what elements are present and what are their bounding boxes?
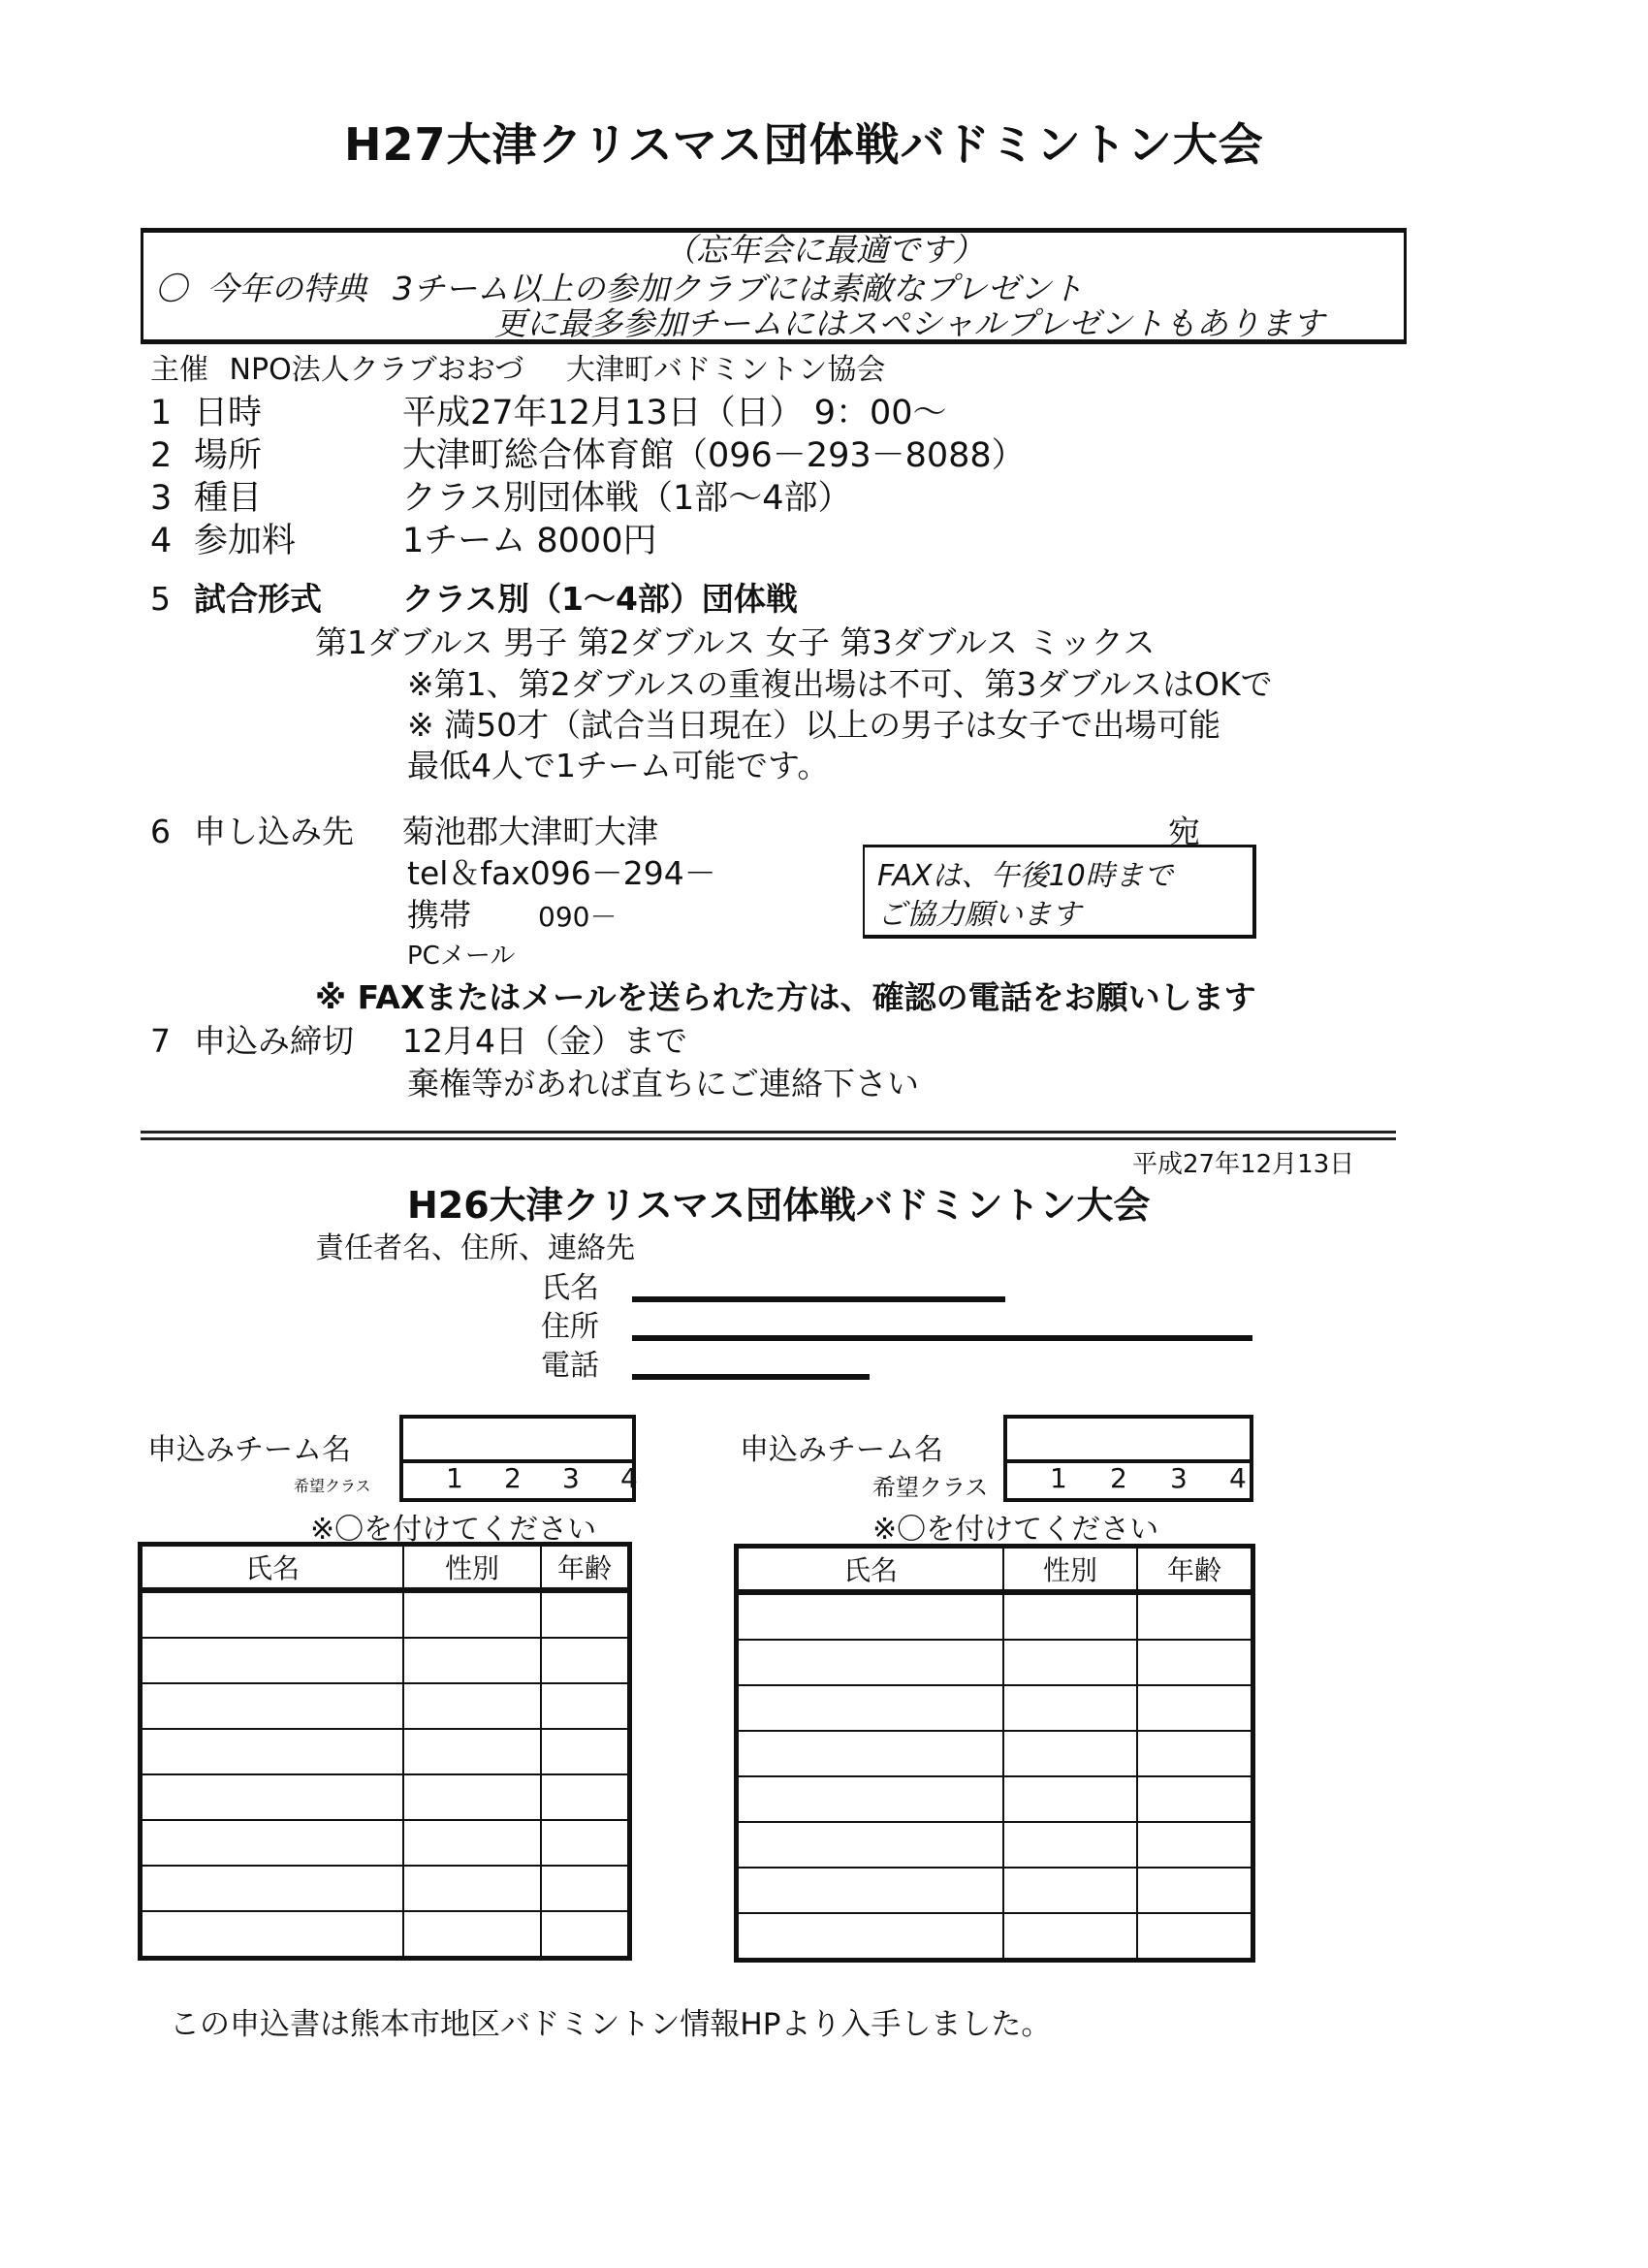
doubles-format: 第1ダブルス 男子 第2ダブルス 女子 第3ダブルス ミックス xyxy=(315,623,1156,661)
age-cell[interactable] xyxy=(1137,1822,1253,1868)
table-row xyxy=(141,1820,630,1866)
address-label: 住所 xyxy=(541,1310,599,1344)
member-table xyxy=(138,1542,632,1961)
age-cell[interactable] xyxy=(1137,1913,1253,1961)
page-title: H27大津クリスマス団体戦バドミントン大会 xyxy=(344,118,1264,171)
age-cell[interactable] xyxy=(1137,1731,1253,1776)
class-option-3[interactable]: 3 xyxy=(1170,1462,1188,1494)
table-row xyxy=(737,1592,1253,1640)
name-cell[interactable] xyxy=(141,1820,404,1866)
format-note-2: ※ 満50才（試合当日現在）以上の男子は女子で出場可能 xyxy=(407,706,1221,744)
item-7: 7 申込み締切 12月4日（金）まで xyxy=(150,1022,687,1060)
table-row xyxy=(737,1685,1253,1731)
class-option-4[interactable]: 4 xyxy=(620,1462,638,1494)
class-label: 希望クラス xyxy=(872,1474,989,1501)
gender-cell[interactable] xyxy=(1003,1685,1137,1731)
age-cell[interactable] xyxy=(541,1820,630,1866)
promo-text: 3チーム以上の参加クラブには素敵なプレゼント xyxy=(393,270,1084,307)
class-option-1[interactable]: 1 xyxy=(1050,1462,1067,1494)
address-field[interactable] xyxy=(632,1335,1252,1341)
class-option-3[interactable]: 3 xyxy=(562,1462,580,1494)
table-row xyxy=(737,1776,1253,1822)
tel-fax: tel＆fax096－294－ xyxy=(407,854,716,892)
name-cell[interactable] xyxy=(737,1640,1004,1685)
fax-note-2: ご協力願います xyxy=(877,898,1081,932)
promo-line-3: 更に最多参加チームにはスペシャルプレゼントもあります xyxy=(494,304,1325,342)
name-cell[interactable] xyxy=(737,1913,1004,1961)
team-name-field[interactable] xyxy=(399,1415,636,1463)
phone-label: 電話 xyxy=(541,1349,599,1383)
item-2: 2 場所 大津町総合体育館（096－293－8088） xyxy=(150,436,1026,475)
gender-cell[interactable] xyxy=(403,1638,541,1683)
item-5: 5 試合形式 クラス別（1～4部）団体戦 xyxy=(150,580,798,618)
name-cell[interactable] xyxy=(737,1592,1004,1640)
age-cell[interactable] xyxy=(541,1729,630,1774)
name-cell[interactable] xyxy=(141,1638,404,1683)
organizer-1: NPO法人クラブおおづ xyxy=(229,353,524,387)
gender-cell[interactable] xyxy=(1003,1731,1137,1776)
table-row xyxy=(737,1731,1253,1776)
form-title: H26大津クリスマス団体戦バドミントン大会 xyxy=(407,1184,1151,1227)
member-table xyxy=(734,1544,1255,1963)
name-cell[interactable] xyxy=(141,1729,404,1774)
age-cell[interactable] xyxy=(541,1683,630,1729)
divider-line xyxy=(141,1131,1396,1134)
class-select-box[interactable] xyxy=(1003,1459,1253,1502)
gender-cell[interactable] xyxy=(403,1911,541,1959)
age-cell[interactable] xyxy=(1137,1685,1253,1731)
table-header-row xyxy=(141,1545,630,1591)
team-name-label: 申込みチーム名 xyxy=(740,1433,943,1467)
class-option-1[interactable]: 1 xyxy=(446,1462,463,1494)
name-cell[interactable] xyxy=(141,1911,404,1959)
gender-cell[interactable] xyxy=(403,1729,541,1774)
column-header-name: 氏名 xyxy=(737,1547,1004,1593)
age-cell[interactable] xyxy=(541,1590,630,1638)
pc-mail: PCメール xyxy=(407,942,516,971)
circle-note: ※〇を付けてください xyxy=(310,1513,597,1547)
age-cell[interactable] xyxy=(541,1774,630,1820)
gender-cell[interactable] xyxy=(1003,1822,1137,1868)
footer-note: この申込書は熊本市地区バドミントン情報HPより入手しました。 xyxy=(170,2007,1052,2042)
form-date: 平成27年12月13日 xyxy=(1132,1150,1355,1179)
name-cell[interactable] xyxy=(141,1683,404,1729)
name-cell[interactable] xyxy=(737,1868,1004,1913)
organizer xyxy=(150,345,885,388)
column-header-age: 年齢 xyxy=(541,1545,630,1591)
class-option-2[interactable]: 2 xyxy=(1110,1462,1127,1494)
name-cell[interactable] xyxy=(737,1685,1004,1731)
format-note-3: 最低4人で1チーム可能です。 xyxy=(407,747,830,784)
promo-label: 今年の特典 xyxy=(206,270,367,307)
column-header-name: 氏名 xyxy=(141,1545,404,1591)
gender-cell[interactable] xyxy=(1003,1776,1137,1822)
gender-cell[interactable] xyxy=(403,1683,541,1729)
divider-line xyxy=(141,1137,1396,1140)
item-3: 3 種目 クラス別団体戦（1部～4部） xyxy=(150,479,852,518)
item-1: 1 日時 平成27年12月13日（日） 9：00～ xyxy=(150,394,947,432)
fax-note-1: FAXは、午後10時まで xyxy=(877,859,1173,893)
name-cell[interactable] xyxy=(141,1774,404,1820)
deadline-note: 棄権等があれば直ちにご連絡下さい xyxy=(407,1065,919,1102)
gender-cell[interactable] xyxy=(403,1866,541,1911)
table-row xyxy=(141,1774,630,1820)
column-header-age: 年齢 xyxy=(1137,1547,1253,1593)
mobile: 携帯 090－ xyxy=(407,896,618,934)
team-name-label: 申込みチーム名 xyxy=(147,1433,351,1467)
promo-line-1: （忘年会に最適です） xyxy=(664,231,984,269)
name-label: 氏名 xyxy=(541,1271,599,1305)
table-header-row xyxy=(737,1547,1253,1593)
table-row xyxy=(141,1590,630,1638)
age-cell[interactable] xyxy=(1137,1592,1253,1640)
table-row xyxy=(141,1638,630,1683)
name-field[interactable] xyxy=(632,1296,1005,1302)
class-option-4[interactable]: 4 xyxy=(1229,1462,1247,1494)
table-row xyxy=(737,1822,1253,1868)
gender-cell[interactable] xyxy=(403,1590,541,1638)
format-note-1: ※第1、第2ダブルスの重複出場は不可、第3ダブルスはOKで xyxy=(407,665,1273,703)
age-cell[interactable] xyxy=(541,1911,630,1959)
confirm-note: ※ FAXまたはメールを送られた方は、確認の電話をお願いします xyxy=(315,978,1256,1016)
table-row xyxy=(141,1866,630,1911)
age-cell[interactable] xyxy=(1137,1776,1253,1822)
class-label: 希望クラス xyxy=(294,1477,371,1495)
name-cell[interactable] xyxy=(141,1866,404,1911)
contact-heading: 責任者名、住所、連絡先 xyxy=(315,1231,635,1265)
item-4: 4 参加料 1チーム 8000円 xyxy=(150,522,657,560)
gender-cell[interactable] xyxy=(1003,1640,1137,1685)
name-cell[interactable] xyxy=(737,1731,1004,1776)
table-row xyxy=(141,1683,630,1729)
table-row xyxy=(737,1913,1253,1961)
age-cell[interactable] xyxy=(541,1638,630,1683)
class-option-2[interactable]: 2 xyxy=(504,1462,522,1494)
team-name-field[interactable] xyxy=(1003,1415,1253,1463)
name-cell[interactable] xyxy=(737,1822,1004,1868)
age-cell[interactable] xyxy=(1137,1640,1253,1685)
name-cell[interactable] xyxy=(141,1590,404,1638)
phone-field[interactable] xyxy=(632,1374,870,1380)
table-row xyxy=(737,1640,1253,1685)
circle-mark-icon: 〇 xyxy=(155,270,187,307)
gender-cell[interactable] xyxy=(1003,1913,1137,1961)
table-row xyxy=(141,1911,630,1959)
age-cell[interactable] xyxy=(541,1866,630,1911)
organizer-label: 主催 xyxy=(150,353,208,387)
column-header-gender: 性別 xyxy=(1003,1547,1137,1593)
addressee: 宛 xyxy=(1168,813,1200,850)
table-row xyxy=(737,1868,1253,1913)
column-header-gender: 性別 xyxy=(403,1545,541,1591)
gender-cell[interactable] xyxy=(403,1820,541,1866)
circle-note: ※〇を付けてください xyxy=(872,1513,1159,1547)
gender-cell[interactable] xyxy=(1003,1868,1137,1913)
gender-cell[interactable] xyxy=(1003,1592,1137,1640)
item-6: 6 申し込み先 菊池郡大津町大津 xyxy=(150,813,658,850)
table-row xyxy=(141,1729,630,1774)
age-cell[interactable] xyxy=(1137,1868,1253,1913)
name-cell[interactable] xyxy=(737,1776,1004,1822)
organizer-2: 大津町バドミントン協会 xyxy=(565,353,886,387)
gender-cell[interactable] xyxy=(403,1774,541,1820)
